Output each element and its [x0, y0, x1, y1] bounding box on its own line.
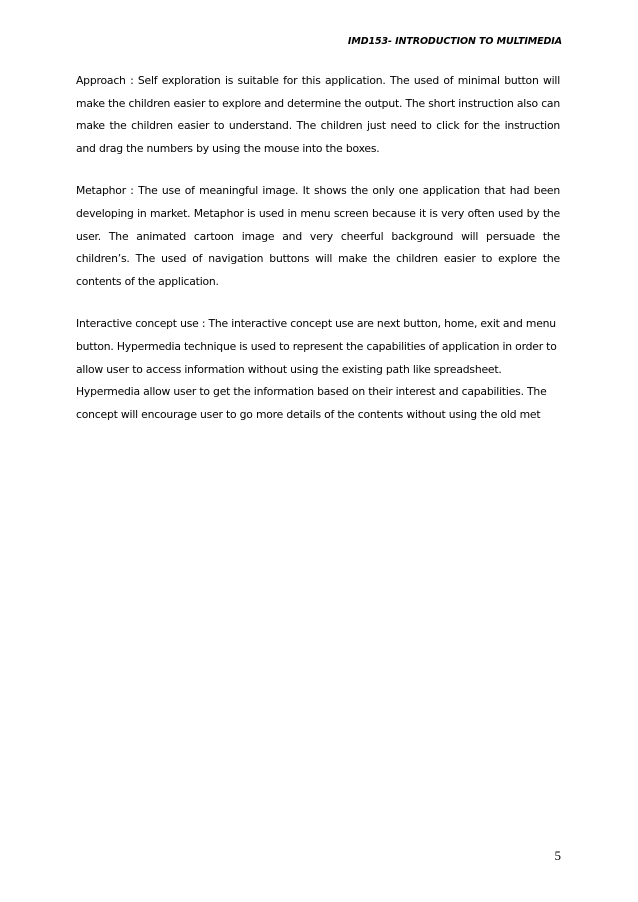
paragraph-metaphor: Metaphor : The use of meaningful image. It shows the only one application that had been developing in market. Metaphor is used in menu screen because it is very often used by the user. The animated cartoon image and very cheerful background will persuade the children’s. The used of navigation buttons will make the children easier to explore the contents of the application.: [76, 184, 560, 288]
page-number: 5: [554, 848, 561, 863]
paragraph-interactive-concept: Interactive concept use : The interactive concept use are next button, home, exit and menu button. Hypermedia technique is used to represent the capabilities of application in order to allow user to access information without using the existing path like spreadsheet. Hypermedia allow user to get the information based on their interest and capabilities. The concept will encourage user to go more details of the contents without using the old met: [76, 317, 557, 421]
paragraph-approach: Approach : Self exploration is suitable for this application. The used of minimal button will make the children easier to explore and determine the output. The short instruction also can make the children easier to understand. The children just need to click for the instruction and drag the numbers by using the mouse into the boxes.: [76, 74, 560, 155]
page-header: IMD153- INTRODUCTION TO MULTIMEDIA: [347, 36, 562, 47]
document-body: [76, 70, 560, 446]
